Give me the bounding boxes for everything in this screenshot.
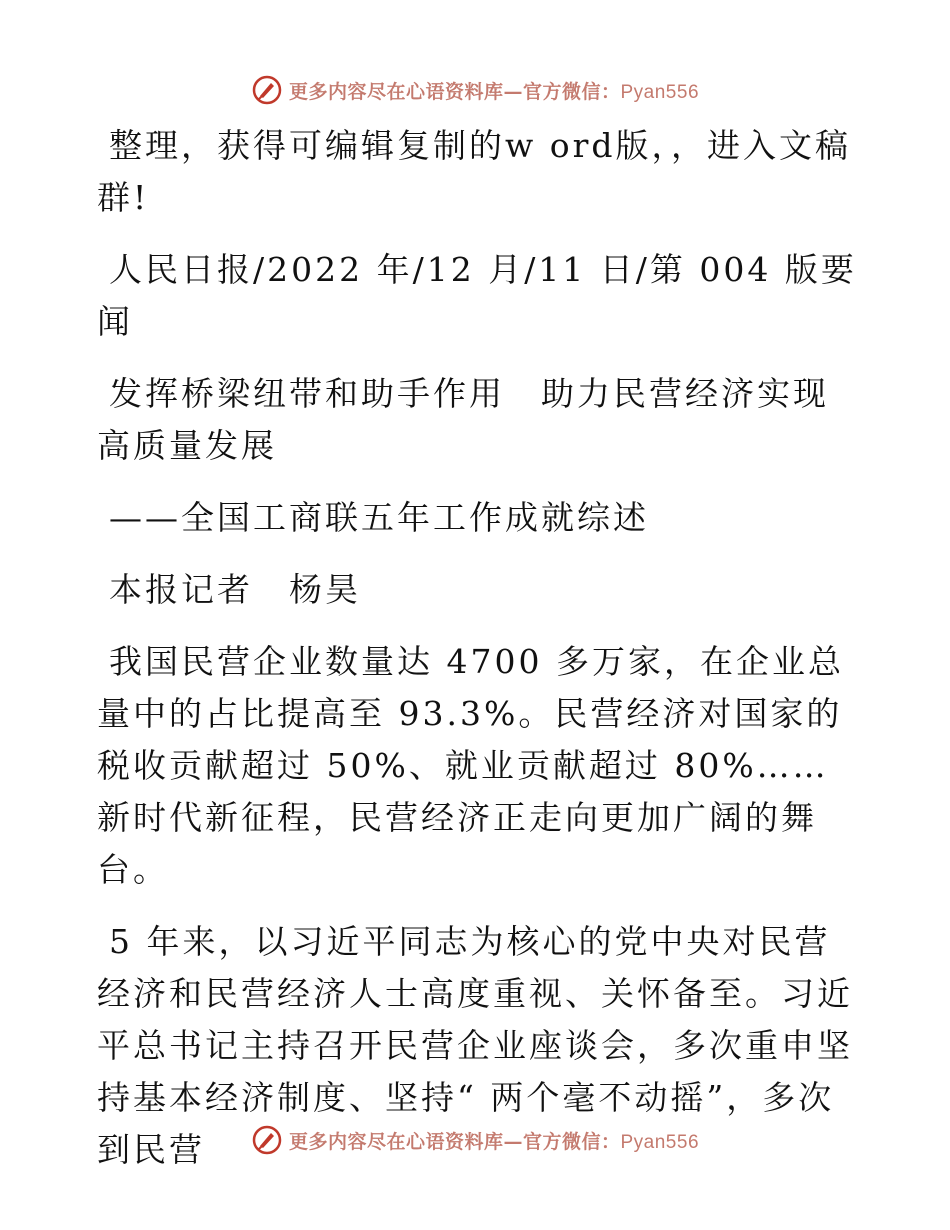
intro-note: 整理，获得可编辑复制的w ord版，，进入文稿群! (97, 126, 852, 217)
body-paragraph: 5 年来，以习近平同志为核心的党中央对民营经济和民营经济人士高度重视、关怀备至。习近平总书记主持召开民营企业座谈会，多次重申坚持基本经济制度、坚持“ 两个毫不动摇”，多次到民营 (97, 922, 853, 1169)
article-title: 发挥桥梁纽带和助手作用 助力民营经济实现高质量发展 (97, 374, 829, 465)
footer-watermark (0, 1120, 950, 1160)
quill-logo-icon (251, 1124, 283, 1156)
header-watermark (0, 70, 950, 110)
watermark-text: 更多内容尽在心语资料库—官方微信：Pyan556 (288, 80, 700, 103)
document-body (97, 120, 857, 1196)
byline: 本报记者 杨昊 (109, 570, 361, 609)
source-line: 人民日报/2022 年/12 月/11 日/第 004 版要闻 (97, 250, 857, 341)
article-subtitle: ——全国工商联五年工作成就综述 (109, 498, 649, 537)
watermark-text: 更多内容尽在心语资料库—官方微信：Pyan556 (288, 1130, 700, 1153)
quill-logo-icon (251, 74, 283, 106)
body-paragraph: 我国民营企业数量达 4700 多万家，在企业总量中的占比提高至 93.3%。民营经济对国家的税收贡献超过 50%、就业贡献超过 80%……新时代新征程，民营经济正走向更加广阔的舞台。 (97, 642, 844, 889)
